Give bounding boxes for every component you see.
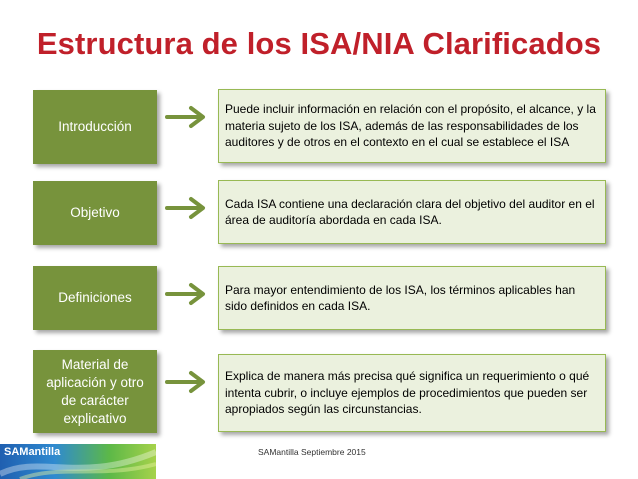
arrow-right-icon <box>165 105 209 129</box>
arrow-right-icon <box>165 370 209 394</box>
arrow-right-icon <box>165 282 209 306</box>
label-introduccion: Introducción <box>33 90 157 164</box>
label-definiciones: Definiciones <box>33 266 157 330</box>
label-material-aplicacion: Material de aplicación y otro de carácter explicativo <box>33 350 157 433</box>
description-objetivo: Cada ISA contiene una declaración clara del objetivo del auditor en el área de auditoría abordada en cada ISA. <box>218 180 606 244</box>
label-objetivo: Objetivo <box>33 181 157 245</box>
slide-title: Estructura de los ISA/NIA Clarificados <box>36 26 602 61</box>
footer-text: SAMantilla Septiembre 2015 <box>258 447 366 457</box>
arrow-right-icon <box>165 196 209 220</box>
logo-text: SAMantilla <box>4 446 61 458</box>
description-introduccion: Puede incluir información en relación con el propósito, el alcance, y la materia sujeto de los ISA, además de las responsabilidades de los auditores y de otros en el contexto en el cual se establece el ISA <box>218 89 606 163</box>
samantilla-logo <box>0 444 156 479</box>
description-material-aplicacion: Explica de manera más precisa qué significa un requerimiento o qué intenta cubrir, o incluye ejemplos de procedimientos que pueden ser apropiados según las circunstancias. <box>218 354 606 432</box>
description-definiciones: Para mayor entendimiento de los ISA, los términos aplicables han sido definidos en cada ISA. <box>218 266 606 330</box>
